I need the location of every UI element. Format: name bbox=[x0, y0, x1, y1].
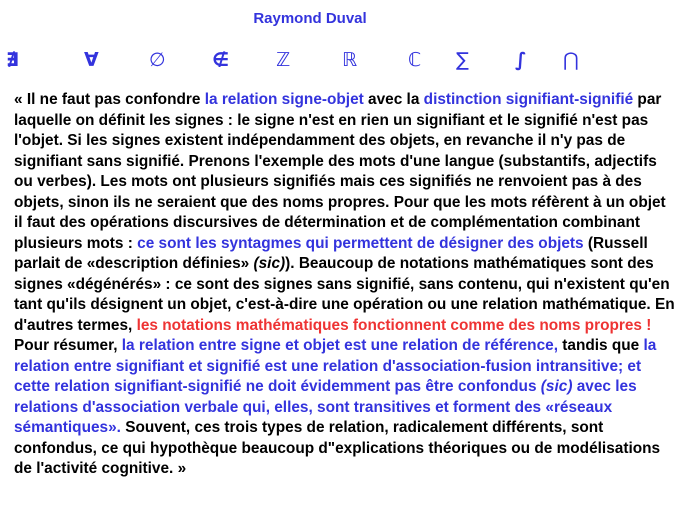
quote-text: (Russell parlait de «description définies» bbox=[14, 234, 648, 272]
duval-quote bbox=[14, 90, 678, 480]
quote-highlight: ce sont les syntagmes qui permettent de désigner des objets bbox=[137, 234, 584, 252]
for-all-icon: ∀ bbox=[84, 49, 99, 71]
integral-icon: ∫ bbox=[515, 49, 527, 71]
reals-icon: ℝ bbox=[342, 49, 358, 71]
summation-icon: ∑ bbox=[456, 49, 469, 71]
quote-text: Souvent, ces trois types de relation, radicalement différents, sont confondus, ce qui hypothèque beaucoup d"explications théoriques ou de modélisations de l'activité cognitive. » bbox=[14, 419, 661, 477]
empty-set-icon: ∅ bbox=[149, 49, 166, 71]
author-title: Raymond Duval bbox=[253, 10, 367, 27]
quote-highlight: la relation signe-objet bbox=[204, 91, 364, 108]
quote-highlight: avec les relations d'association verbale qui, elles, sont transitives et forment des «réseaux sémantiques». bbox=[14, 378, 637, 436]
quote-text: « Il ne faut pas confondre bbox=[14, 91, 205, 108]
quote-text: par laquelle on définit les signes : le signe n'est en rien un signifiant et le signifié n'est pas l'objet. Si les signes existent indépendamment des objets, en revanche il n'y pas de signifiant sans signifié. Prenons l'exemple des mots d'une langue (substantifs, adjectifs ou verbes). Les mots ont plusieurs signifiés mais ces signifiés ne renvoient pas à des objets, sinon ils ne seraient que des noms propres. Pour que les mots réfèrent à un objet il faut des opérations discursives de détermination et de complémentation combinant plusieurs mots : bbox=[14, 91, 666, 252]
quote-text: Pour résumer, bbox=[14, 337, 122, 354]
quote-text: tandis que bbox=[557, 337, 644, 354]
integers-icon: ℤ bbox=[276, 49, 291, 71]
quote-sic: (sic) bbox=[540, 378, 573, 395]
quote-sic: (sic) bbox=[253, 255, 286, 272]
math-symbols-row bbox=[6, 46, 606, 74]
quote-highlight: distinction signifiant-signifié bbox=[423, 91, 634, 108]
complex-icon: ℂ bbox=[408, 49, 422, 71]
intersection-icon: ⋂ bbox=[563, 49, 579, 71]
not-element-of-icon: ∉ bbox=[212, 49, 230, 71]
quote-red-highlight: les notations mathématiques fonctionnent comme des noms propres ! bbox=[136, 316, 652, 334]
quote-highlight: la relation entre signe et objet est une relation de référence, bbox=[121, 337, 558, 354]
not-exists-icon: ∄ bbox=[6, 49, 19, 71]
quote-highlight: la relation entre signifiant et signifié est une relation d'association-fusion intransitive; et cette relation signifiant-signifié ne doit évidemment pas être confondus bbox=[14, 337, 657, 395]
quote-text: ). Beaucoup de notations mathématiques sont des signes «dégénérés» : ce sont des signes sans signifié, sans contenu, qui n'existent qu'en tant qu'ils désignent un objet, c'est-à-dire une opération ou une relation mathématique. En d'autres termes, bbox=[14, 255, 675, 334]
quote-text: avec la bbox=[363, 91, 424, 108]
